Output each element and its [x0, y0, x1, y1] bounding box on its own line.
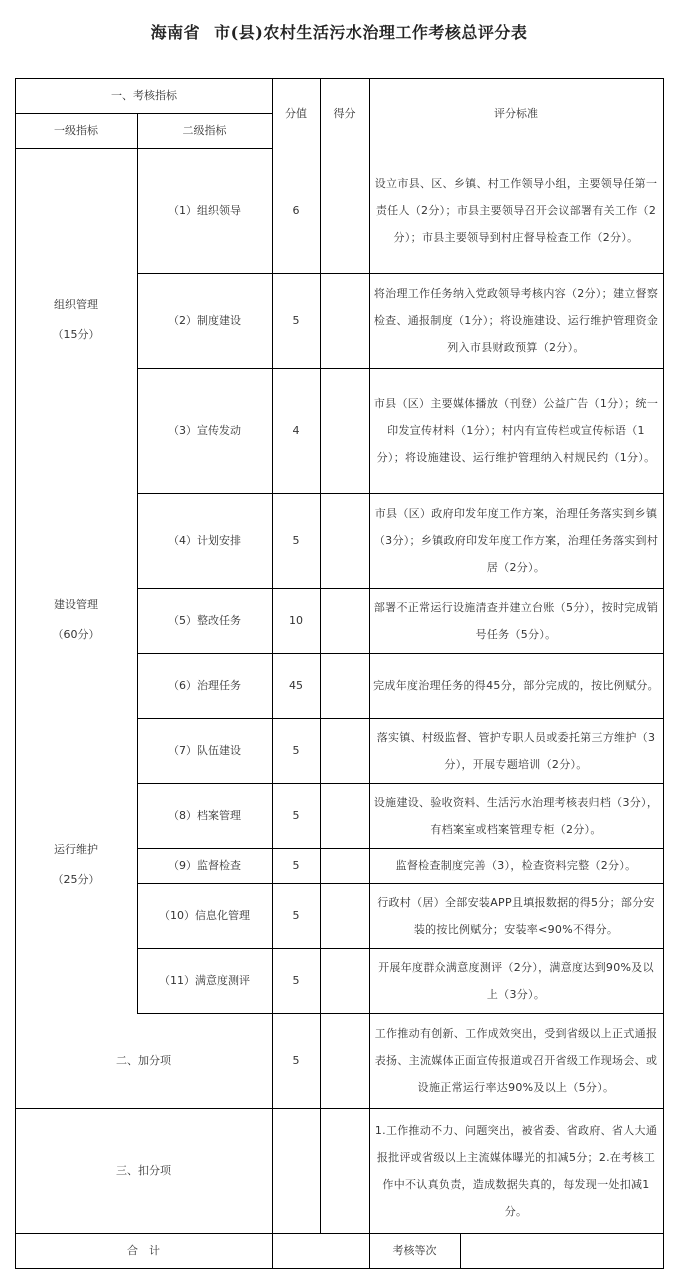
table-row-criteria: 开展年度群众满意度测评（2分），满意度达到90%及以上（3分）。 — [378, 960, 654, 1001]
deduction-label: 三、扣分项 — [116, 1164, 171, 1177]
table-row-score[interactable] — [320, 883, 369, 948]
header-level1: 一级指标 — [54, 124, 98, 137]
deduction-score[interactable] — [320, 1108, 369, 1233]
table-row-score[interactable] — [320, 653, 369, 718]
header-level2: 二级指标 — [182, 124, 227, 137]
table-row-item: （10）信息化管理 — [159, 909, 250, 922]
table-row-score[interactable] — [320, 948, 369, 1013]
level1-points: （60分） — [52, 628, 100, 641]
title-province: 海南省 — [150, 23, 201, 42]
level1-operation — [15, 835, 137, 895]
table-row-value: 4 — [292, 424, 300, 437]
title-main: 市(县)农村生活污水治理工作考核总评分表 — [214, 23, 528, 42]
deduction-criteria: 1.工作推动不力、问题突出，被省委、省政府、省人大通报批评或省级以上主流媒体曝光的扣减5分；2.在考核工作中不认真负责，造成数据失真的，每发现一处扣减1分。 — [374, 1123, 658, 1218]
level1-name: 建设管理 — [54, 598, 98, 611]
table-row-value: 5 — [292, 974, 300, 987]
table-row-item: （6）治理任务 — [168, 679, 241, 692]
level1-points: （25分） — [52, 873, 100, 886]
table-row-score[interactable] — [320, 783, 369, 848]
table-row-score[interactable] — [320, 148, 369, 273]
table-row-value: 5 — [292, 744, 300, 757]
table-row-value: 5 — [292, 809, 300, 822]
table-row-criteria: 设立市县、区、乡镇、村工作领导小组，主要领导任第一责任人（2分）；市县主要领导召开会议部署有关工作（2分）；市县主要领导到村庄督导检查工作（2分）。 — [374, 177, 658, 244]
table-row-score[interactable] — [320, 368, 369, 493]
table-row-item: （11）满意度测评 — [159, 974, 250, 987]
table-row-value: 5 — [292, 909, 300, 922]
table-row-item: （3）宣传发动 — [168, 424, 241, 437]
table-row-item: （9）监督检查 — [168, 859, 241, 872]
level1-construction — [15, 590, 137, 650]
table-row-score[interactable] — [320, 493, 369, 588]
header-score-value: 分值 — [285, 106, 307, 120]
header-score-got: 得分 — [333, 106, 356, 120]
table-border-right — [663, 78, 664, 1269]
level1-organization — [15, 290, 137, 350]
table-row-item: （7）队伍建设 — [168, 744, 241, 757]
table-row-value: 5 — [292, 314, 300, 327]
table-row-criteria: 市县（区）主要媒体播放（刊登）公益广告（1分）；统一印发宣传材料（1分）；村内有宣传栏或宣传标语（1分）；将设施建设、运行维护管理纳入村规民约（1分）。 — [373, 397, 659, 464]
table-row-criteria: 部署不正常运行设施清查并建立台账（5分），按时完成销号任务（5分）。 — [373, 600, 659, 641]
table-row-score[interactable] — [320, 848, 369, 883]
table-row-criteria: 监督检查制度完善（3），检查资料完整（2分）。 — [395, 859, 637, 872]
header-group: 一、考核指标 — [111, 89, 177, 102]
level1-name: 组织管理 — [54, 298, 98, 311]
table-row-criteria: 市县（区）政府印发年度工作方案，治理任务落实到乡镇（3分）；乡镇政府印发年度工作方案，治理任务落实到村居（2分）。 — [373, 507, 659, 574]
bonus-score[interactable] — [320, 1013, 369, 1108]
header-criteria: 评分标准 — [494, 106, 538, 120]
deduction-value — [272, 1108, 320, 1233]
table-row-score[interactable] — [320, 588, 369, 653]
grade-value[interactable] — [460, 1233, 663, 1268]
total-label: 合 计 — [127, 1244, 160, 1257]
table-row-score[interactable] — [320, 273, 369, 368]
table-row-value: 5 — [292, 859, 300, 872]
table-row-value: 10 — [289, 614, 303, 627]
bonus-criteria: 工作推动有创新、工作成效突出，受到省级以上正式通报表扬、主流媒体正面宣传报道或召开省级工作现场会、或设施正常运行率达90%及以上（5分）。 — [374, 1027, 658, 1094]
table-row-criteria: 完成年度治理任务的得45分，部分完成的，按比例赋分。 — [373, 679, 659, 692]
table-row-score[interactable] — [320, 718, 369, 783]
table-row-criteria: 落实镇、村级监督、管护专职人员或委托第三方维护（3分），开展专题培训（2分）。 — [376, 730, 656, 771]
table-row-criteria: 设施建设、验收资料、生活污水治理考核表归档（3分），有档案室或档案管理专柜（2分）。 — [373, 795, 659, 836]
table-row-value: 5 — [292, 534, 300, 547]
table-row-item: （5）整改任务 — [168, 614, 241, 627]
bonus-label: 二、加分项 — [116, 1054, 171, 1067]
table-row-item: （2）制度建设 — [168, 314, 241, 327]
total-value[interactable] — [272, 1233, 369, 1268]
table-row-criteria: 行政村（居）全部安装APP且填报数据的得5分；部分安装的按比例赋分；安装率<90%不得分。 — [377, 895, 655, 936]
grade-label: 考核等次 — [392, 1244, 437, 1257]
table-row-value: 6 — [292, 204, 300, 217]
table-border-bottom — [15, 1268, 664, 1269]
table-row-item: （1）组织领导 — [168, 204, 241, 217]
level1-points: （15分） — [52, 328, 100, 341]
table-row-criteria: 将治理工作任务纳入党政领导考核内容（2分）；建立督察检查、通报制度（1分）；将设施建设、运行维护管理资金列入市县财政预算（2分）。 — [373, 287, 659, 354]
table-row-item: （4）计划安排 — [168, 534, 241, 547]
table-row-item: （8）档案管理 — [168, 809, 241, 822]
level1-name: 运行维护 — [54, 843, 98, 856]
bonus-value: 5 — [292, 1054, 300, 1067]
table-row-value: 45 — [289, 679, 303, 692]
